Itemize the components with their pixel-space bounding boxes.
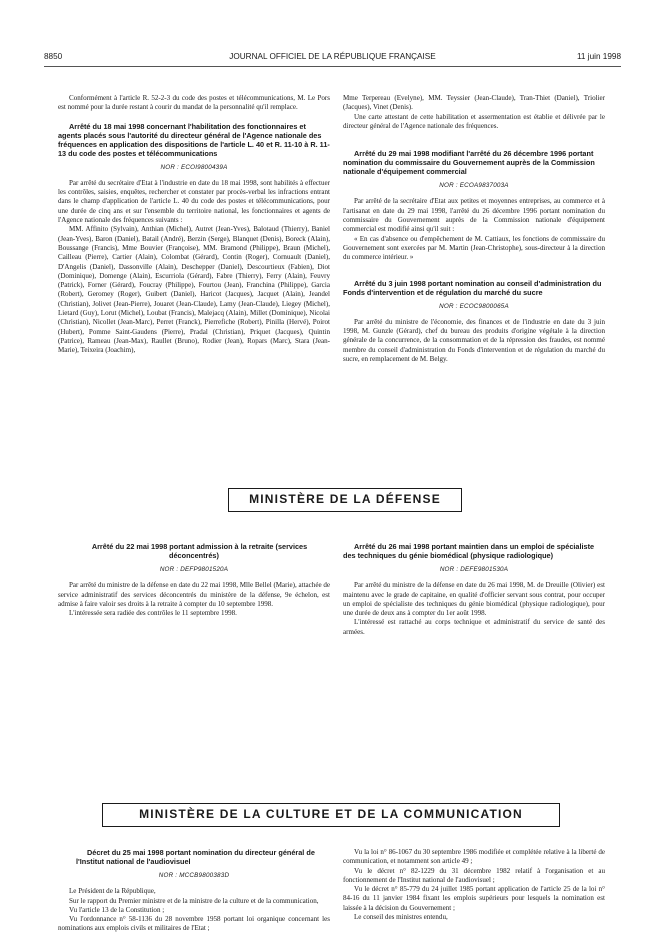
nor-reference-4: NOR : DEFP9801520A [159,566,229,573]
nor-reference-6: NOR : MCCB9800383D [158,872,230,879]
arrete-biomedical-body-2: L'intéressé est rattaché au corps technique et administratif du service de santé des armées. [343,618,605,636]
intro-paragraph: Conformément à l'article R. 52-2-3 du code des postes et télécommunications, M. Le Pors est nommé pour la durée restant à courir du mandat de la personnalité qu'il remplace. [58,94,330,112]
top-left-column [58,94,330,356]
arrete-retraite-body-2: L'intéressée sera radiée des contrôles le 11 septembre 1998. [69,609,237,618]
section-banner-culture: MINISTÈRE DE LA CULTURE ET DE LA COMMUNICATION [102,803,560,827]
decret-vu-decret-1985: Vu le décret n° 85-779 du 24 juillet 1985 portant application de l'article 25 de la loi n° 84-16 du 11 janvier 1984 fixant les emplois supérieurs pour lesquels la nomination est laissée à la décision du Gouvernement ; [343,885,605,912]
nor-reference: NOR : ECOI9800439A [160,163,228,171]
card-paragraph: Une carte attestant de cette habilitation et assermentation est établie et délivrée par le directeur général de l'Agence nationale des fréquences. [343,112,605,130]
arrete-fonds-body: Par arrêté du ministre de l'économie, des finances et de l'industrie en date du 3 juin 1998, M. Gunzle (Gérard), chef du bureau des produits d'origine végétale à la direction générale de la concurrence, de la consommation et de la répression des fraudes, est nommé membre du conseil d'administration du Fonds d'intervention et de régulation du marché du sucre, en remplacement de M. Belgy. [343,317,605,364]
arrete-habilitation-title: Arrêté du 18 mai 1998 concernant l'habilitation des fonctionnaires et agents placés sous l'autorité du directeur général de l'Agence nationale des fréquences en application des dispositions de l'article L. 40 et R. 11-10 à R. 11-13 du code des postes et télécommunications [58,121,330,158]
header-rule [44,66,621,67]
arrete-retraite-title: Arrêté du 22 mai 1998 portant admission à la retraite (services déconcentrés) [91,542,308,560]
decret-rapport: Sur le rapport du Premier ministre et de la ministre de la culture et de la communication, [69,896,319,905]
arrete-commission-quote: « En cas d'absence ou d'empêchement de M. Cattiaux, les fonctions de commissaire du Gouvernement sont exercées par M. Martin (Jean-Christophe), sous-directeur à la direction du commerce intérieur. » [343,234,605,262]
decret-ina-title: Décret du 25 mai 1998 portant nomination du directeur général de l'Institut national de l'audiovisuel [76,848,315,866]
defense-left-column [58,542,330,618]
arrete-commission-title: Arrêté du 29 mai 1998 modifiant l'arrêté du 26 décembre 1996 portant nomination du commissaire du Gouvernement auprès de la Commission nationale d'équipement commercial [343,149,595,177]
arrete-biomedical-body: Par arrêté du ministre de la défense en date du 26 mai 1998, M. de Dreuille (Olivier) est maintenu avec le grade de capitaine, en qualité d'officier servant sous contrat, pour occuper un emploi de spécialiste des techniques du génie biomédical (physique radiologique), pour une durée de deux ans à compter du 1er août 1998. [343,581,605,618]
arrete-commission-body: Par arrêté de la secrétaire d'Etat aux petites et moyennes entreprises, au commerce et à l'artisanat en date du 29 mai 1998, l'arrêté du 26 décembre 1996 portant nomination du commissaire du Gouvernement auprès de la Commission nationale d'équipement commercial est modifié ainsi qu'il suit : [343,197,605,234]
arrete-biomedical-title: Arrêté du 26 mai 1998 portant maintien dans un emploi de spécialiste des techniques du génie biomédical (physique radiologique) [343,542,595,560]
culture-left-column [58,848,330,934]
arrete-retraite-body: Par arrêté du ministre de la défense en date du 22 mai 1998, Mlle Bellel (Marie), attachée de service administratif des services déconcentrés du ministère de la défense, 9e échelon, est admise à faire valoir ses droits à la retraite à compter du 10 septembre 1998. [58,581,330,608]
decret-vu-decret-1982: Vu le décret n° 82-1229 du 31 décembre 1982 relatif à l'organisation et au fonctionnement de l'Institut national de l'audiovisuel ; [343,866,605,884]
nor-reference-3: NOR : ECOC9800065A [439,302,509,310]
decret-vu-ordonnance: Vu l'ordonnance n° 58-1136 du 28 novembre 1958 portant loi organique concernant les nominations aux emplois civils et militaires de l'Etat ; [58,915,330,933]
issue-date: 11 juin 1998 [576,52,621,61]
arrete-habilitation-body: Par arrêté du secrétaire d'Etat à l'industrie en date du 18 mai 1998, sont habilités à effectuer les contrôles, saisies, enquêtes, rechercher et constater par procès-verbal les infractions entrant dans le champ d'application de l'article L. 40 du code des postes et télécommunications, pour une durée de cinq ans et sur l'ensemble du territoire national, les fonctionnaires et agents de l'Agence nationale des fréquences suivants : [58,178,330,225]
defense-right-column [343,542,605,637]
arrete-fonds-title: Arrêté du 3 juin 1998 portant nomination au conseil d'administration du Fonds d'intervention et de régulation du marché du sucre [343,278,602,297]
agents-names-list: MM. Affinito (Sylvain), Anthian (Michel), Autret (Jean-Yves), Balotaud (Thierry), Baniel (Jean-Yves), Baron (Daniel), Batail (André), Berzin (Serge), Blanquet (Denis), Boreck (Alain), Boussange (Francis), Mme Bouvier (Françoise), MM. Bramond (Philippe), Braun (Michel), Cailleau (Pierre), Cartier (Alain), Colombat (Gérard), Contin (Roger), Cornuault (Daniel), D'Angelis (Daniel), Dassonville (Alain), Deschepper (Daniel), Descourtieux (Fabien), Diot (Dominique), Domenge (Alain), Escurriola (Gérard), Fabre (Thierry), Ferry (Alain), Feuvry (Patrick), Forner (Gérard), Foucray (Philippe), Fourtou (Jean), Franchina (Philippe), Garcia (Robert), Geromey (Roger), Guibert (Daniel), Haricot (Jacques), Jacquet (Alain), Jeandel (Christian), Jolivet (Jean-Pierre), Jouaret (Jean-Claude), Lamy (Jean-Claude), Liegey (Michel), Lietard (Guy), Lorut (Michel), Loubat (Francis), Malejacq (Alain), Millet (Dominique), Nicolai (Christian), Nicollet (Jean-Marc), Perret (Franck), Pierrefiche (Robert), Pinilla (Hervé), Poirot (Hubert), Pomme Saint-Gaudens (Pierre), Pradal (Christian), Priquet (Jacques), Quintin (Patrice), Rameau (Jean-Max), Raullet (Bruno), Rodier (Jean), Ropars (Marc), Stara (Jean-Marie), Teixeira (Joachim), [58,225,330,355]
decret-vu-constitution: Vu l'article 13 de la Constitution ; [69,905,165,914]
nor-reference-5: NOR : DEFE9801530A [439,566,509,573]
culture-right-column [343,848,605,922]
decret-president: Le Président de la République, [69,887,156,896]
page-number: 8850 [44,52,63,61]
section-banner-defense: MINISTÈRE DE LA DÉFENSE [228,488,462,512]
agents-names-continued: Mme Terpereau (Evelyne), MM. Teyssier (Jean-Claude), Tran-Thiet (Daniel), Triolier (Jacques), Vinet (Denis). [343,94,605,112]
decret-vu-loi-1986: Vu la loi n° 86-1067 du 30 septembre 1986 modifiée et complétée relative à la liberté de communication, et notamment son article 49 ; [343,848,605,866]
top-right-column [343,94,605,364]
running-header [44,52,621,66]
journal-title: JOURNAL OFFICIEL DE LA RÉPUBLIQUE FRANÇAISE [229,52,436,61]
decret-conseil-ministres: Le conseil des ministres entendu, [354,913,448,922]
nor-reference-2: NOR : ECOA9837003A [439,182,509,190]
